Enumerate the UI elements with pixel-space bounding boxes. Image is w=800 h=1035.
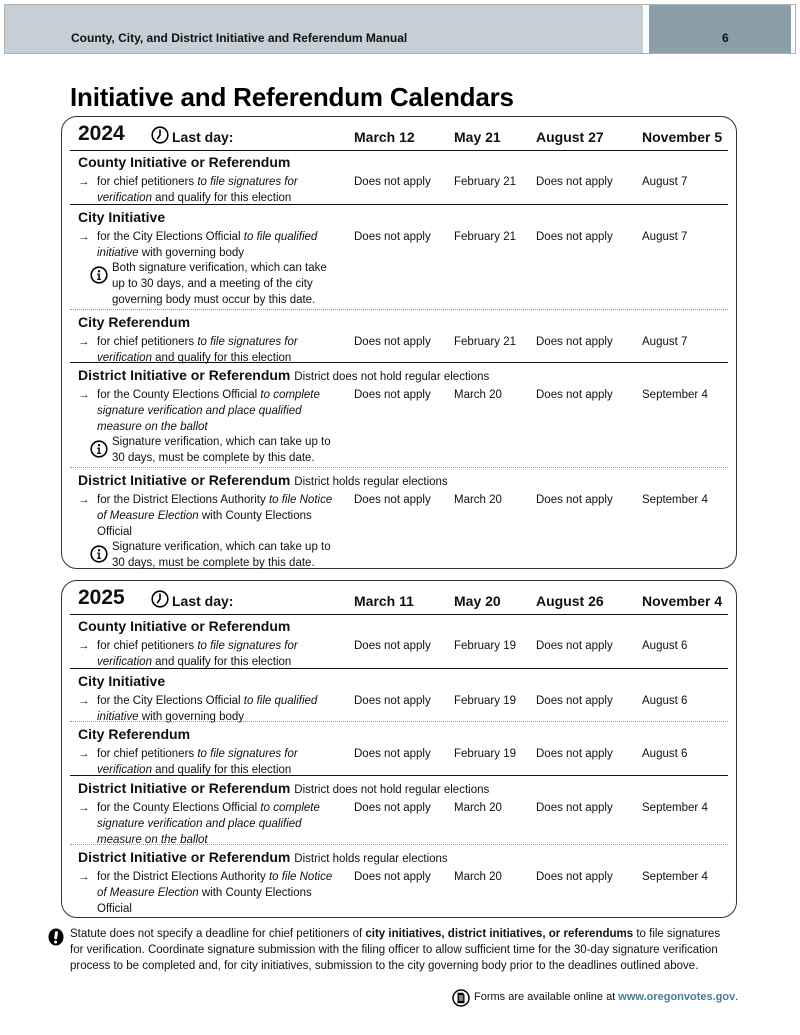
desc-text: for the County Elections Official [97, 802, 261, 814]
desc-text: and qualify for this election [151, 352, 292, 364]
row-description [78, 869, 338, 917]
last-day-label: Last day: [172, 593, 234, 609]
arrow-right-icon: → [78, 748, 90, 760]
desc-italic-text: to file signatures for verification [97, 176, 298, 204]
row-divider [70, 309, 728, 310]
calendar-header [62, 581, 736, 615]
row-subtitle: District does not hold regular elections [294, 371, 490, 383]
desc-text: for the County Elections Official [97, 389, 261, 401]
election-date-header: November 4 [642, 593, 723, 609]
info-icon [90, 440, 108, 458]
deadline-cell: March 20 [454, 494, 502, 506]
deadline-cell: March 20 [454, 389, 502, 401]
row-description [78, 638, 338, 670]
deadline-cell: August 6 [642, 640, 688, 652]
row-title-text: City Referendum [78, 314, 191, 330]
row-title [78, 154, 290, 170]
deadline-cell: Does not apply [536, 695, 613, 707]
row-title [78, 726, 190, 742]
row-title-text: City Referendum [78, 726, 191, 742]
arrow-right-icon: → [78, 695, 90, 707]
forms-notice [452, 991, 738, 1003]
election-date-header: March 11 [354, 593, 414, 609]
row-description [78, 387, 338, 435]
row-title-text: City Initiative [78, 209, 166, 225]
desc-text: for chief petitioners [97, 176, 198, 188]
deadline-cell: Does not apply [536, 231, 613, 243]
note-text: Signature verification, which can take up to 30 days, must be complete by this date. [112, 541, 331, 569]
row-title [78, 618, 290, 634]
row-title [78, 472, 448, 488]
row-note [90, 539, 340, 571]
desc-italic-text: to file Notice of Measure Election [97, 871, 333, 899]
deadline-cell: Does not apply [354, 494, 431, 506]
deadline-cell: August 7 [642, 336, 688, 348]
election-date-header: August 27 [536, 129, 604, 145]
row-divider [70, 467, 728, 468]
desc-text: for chief petitioners [97, 640, 198, 652]
row-description [78, 800, 338, 848]
footnote [48, 926, 728, 974]
calendar-year: 2025 [78, 586, 125, 609]
row-description [78, 229, 338, 261]
deadline-cell: Does not apply [354, 231, 431, 243]
exclamation-icon [48, 928, 64, 946]
oregonvotes-link[interactable]: www.oregonvotes.gov [618, 991, 736, 1003]
row-title [78, 367, 489, 383]
row-subtitle: District does not hold regular elections [294, 784, 490, 796]
row-subtitle: District holds regular elections [294, 476, 448, 488]
arrow-right-icon: → [78, 494, 90, 506]
desc-italic-text: to file signatures for verification [97, 336, 298, 364]
page-number: 6 [722, 31, 729, 45]
calendar-year: 2024 [78, 122, 125, 145]
deadline-cell: Does not apply [354, 871, 431, 883]
row-title-text: District Initiative or Referendum [78, 849, 291, 865]
arrow-right-icon: → [78, 640, 90, 652]
row-title-text: District Initiative or Referendum [78, 780, 291, 796]
desc-italic-text: to complete signature verification and place qualified measure on the ballot [97, 389, 320, 433]
deadline-cell: February 21 [454, 176, 517, 188]
desc-italic-text: to file qualified initiative [97, 231, 318, 259]
row-title [78, 209, 165, 225]
desc-text: and qualify for this election [151, 192, 292, 204]
deadline-cell: August 7 [642, 176, 688, 188]
deadline-cell: Does not apply [354, 695, 431, 707]
desc-italic-text: to file qualified initiative [97, 695, 318, 723]
row-note [90, 260, 340, 308]
desc-text: for chief petitioners [97, 748, 198, 760]
desc-text: and qualify for this election [151, 764, 292, 776]
deadline-cell: August 6 [642, 695, 688, 707]
deadline-cell: February 19 [454, 640, 517, 652]
row-subtitle: District holds regular elections [294, 853, 448, 865]
deadline-cell: February 21 [454, 231, 517, 243]
row-title-text: County Initiative or Referendum [78, 154, 291, 170]
desc-italic-text: to file Notice of Measure Election [97, 494, 333, 522]
desc-italic-text: to file signatures for verification [97, 640, 298, 668]
deadline-cell: Does not apply [354, 640, 431, 652]
clock-icon [151, 590, 169, 608]
footnote-text-part: to file signatures for verification. Coordinate signature submission with the filing officer to allow sufficient time for the 30-day signature verification process to be completed and, for city initiatives, submission to the city governing body prior to the deadlines outlined above. [70, 928, 721, 972]
info-icon [90, 266, 108, 284]
deadline-cell: Does not apply [536, 176, 613, 188]
desc-italic-text: to complete signature verification and place qualified measure on the ballot [97, 802, 320, 846]
desc-text: for the City Elections Official [97, 231, 244, 243]
info-icon [90, 545, 108, 563]
arrow-right-icon: → [78, 231, 90, 243]
desc-text: for chief petitioners [97, 336, 198, 348]
deadline-cell: March 20 [454, 871, 502, 883]
desc-text: with governing body [138, 711, 245, 723]
election-date-header: August 26 [536, 593, 604, 609]
deadline-cell: Does not apply [536, 748, 613, 760]
deadline-cell: Does not apply [354, 336, 431, 348]
deadline-cell: Does not apply [536, 336, 613, 348]
row-description [78, 174, 338, 206]
calendar-2025 [61, 580, 737, 918]
header-page-cell [649, 5, 791, 53]
row-note [90, 434, 340, 466]
desc-text: with governing body [138, 247, 245, 259]
note-text: Signature verification, which can take up to 30 days, must be complete by this date. [112, 436, 331, 464]
page-title: Initiative and Referendum Calendars [70, 82, 514, 112]
deadline-cell: Does not apply [354, 802, 431, 814]
footnote-text-part: Statute does not specify a deadline for chief petitioners of [70, 928, 366, 940]
election-date-header: May 21 [454, 129, 501, 145]
row-title [78, 673, 165, 689]
forms-notice-text: Forms are available online at [474, 991, 619, 1003]
header-title-cell [5, 5, 643, 53]
note-text: Both signature verification, which can take up to 30 days, and a meeting of the city governing body must occur by this date. [112, 262, 327, 306]
row-title-text: District Initiative or Referendum [78, 472, 291, 488]
arrow-right-icon: → [78, 336, 90, 348]
row-title-text: City Initiative [78, 673, 166, 689]
deadline-cell: February 21 [454, 336, 517, 348]
manual-title: County, City, and District Initiative and Referendum Manual [71, 31, 408, 45]
row-title-text: District Initiative or Referendum [78, 367, 291, 383]
deadline-cell: Does not apply [354, 176, 431, 188]
row-description [78, 492, 338, 540]
forms-notice-period: . [735, 991, 739, 1003]
deadline-cell: Does not apply [536, 494, 613, 506]
arrow-right-icon: → [78, 176, 90, 188]
deadline-cell: August 6 [642, 748, 688, 760]
desc-text: and qualify for this election [151, 656, 292, 668]
deadline-cell: Does not apply [536, 389, 613, 401]
row-description [78, 334, 338, 366]
arrow-right-icon: → [78, 389, 90, 401]
deadline-cell: Does not apply [354, 389, 431, 401]
calendar-header [62, 117, 736, 151]
document-icon [452, 989, 470, 1007]
row-title [78, 849, 448, 865]
deadline-cell: Does not apply [354, 748, 431, 760]
row-divider [70, 614, 728, 615]
arrow-right-icon: → [78, 871, 90, 883]
desc-text: with County Elections Official [97, 887, 312, 915]
row-description [78, 693, 338, 725]
deadline-cell: Does not apply [536, 802, 613, 814]
row-title [78, 780, 489, 796]
row-divider [70, 150, 728, 151]
calendar-2024 [61, 116, 737, 569]
clock-icon [151, 126, 169, 144]
deadline-cell: September 4 [642, 802, 708, 814]
deadline-cell: Does not apply [536, 640, 613, 652]
election-date-header: May 20 [454, 593, 501, 609]
deadline-cell: September 4 [642, 494, 708, 506]
deadline-cell: August 7 [642, 231, 688, 243]
arrow-right-icon: → [78, 802, 90, 814]
desc-italic-text: to file signatures for verification [97, 748, 298, 776]
row-description [78, 746, 338, 778]
desc-text: for the District Elections Authority [97, 871, 269, 883]
deadline-cell: February 19 [454, 748, 517, 760]
deadline-cell: Does not apply [536, 871, 613, 883]
desc-text: with County Elections Official [97, 510, 312, 538]
row-title [78, 314, 190, 330]
election-date-header: March 12 [354, 129, 415, 145]
deadline-cell: March 20 [454, 802, 502, 814]
footnote-text [48, 926, 728, 974]
desc-text: for the City Elections Official [97, 695, 244, 707]
deadline-cell: September 4 [642, 871, 708, 883]
deadline-cell: September 4 [642, 389, 708, 401]
deadline-cell: February 19 [454, 695, 517, 707]
last-day-label: Last day: [172, 129, 234, 145]
desc-text: for the District Elections Authority [97, 494, 269, 506]
footnote-bold-text: city initiatives, district initiatives, or referendums [365, 928, 634, 940]
row-title-text: County Initiative or Referendum [78, 618, 291, 634]
election-date-header: November 5 [642, 129, 723, 145]
